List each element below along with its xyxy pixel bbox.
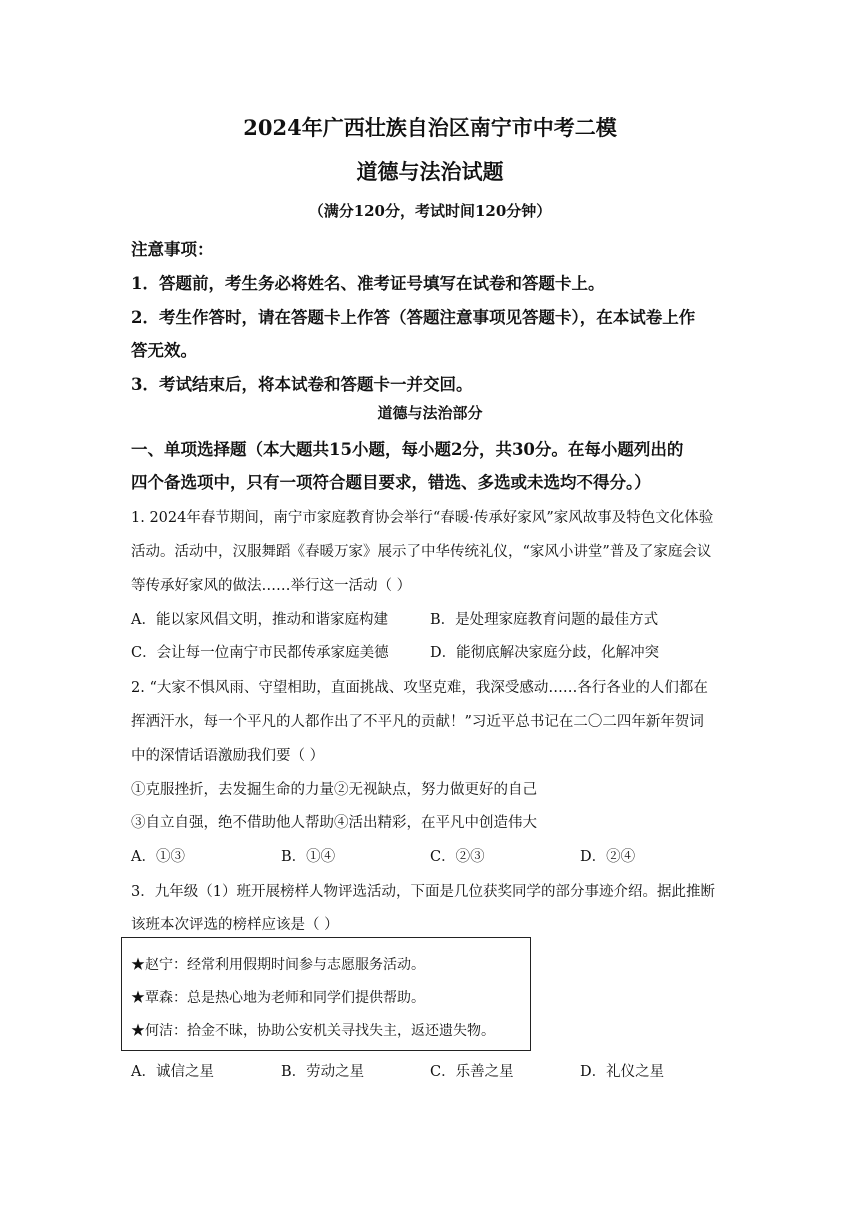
q3-option-a: A．诚信之星 (131, 1064, 214, 1080)
q1-option-b: B．是处理家庭教育问题的最佳方式 (430, 612, 659, 628)
notice-item-2-line2: 答无效。 (131, 341, 197, 360)
score-note: （满分120分，考试时间120分钟） (308, 202, 552, 220)
exam-title: 2024年广西壮族自治区南宁市中考二模 (243, 115, 617, 140)
q3-box-line2: ★覃森：总是热心地为老师和同学们提供帮助。 (131, 990, 425, 1006)
q2-statement-1: ①克服挫折，去发掘生命的力量②无视缺点，努力做更好的自己 (131, 782, 537, 798)
q2-stem-line2: 挥洒汗水，每一个平凡的人都作出了不平凡的贡献！”习近平总书记在二〇二四年新年贺词 (131, 714, 704, 730)
q2-option-b: B．①④ (281, 849, 336, 865)
q1-stem-line3: 等传承好家风的做法……举行这一活动（ ） (131, 578, 412, 594)
part1-heading-line2: 四个备选项中，只有一项符合题目要求，错选、多选或未选均不得分。） (131, 473, 651, 492)
q1-option-c: C．会让每一位南宁市民都传承家庭美德 (131, 645, 389, 661)
notice-heading: 注意事项： (131, 240, 214, 259)
q3-option-d: D．礼仪之星 (580, 1064, 665, 1080)
notice-item-3: 3．考试结束后，将本试卷和答题卡一并交回。 (131, 375, 473, 394)
q1-option-a: A．能以家风倡文明，推动和谐家庭构建 (131, 612, 388, 628)
notice-item-1: 1．答题前，考生务必将姓名、准考证号填写在试卷和答题卡上。 (131, 274, 605, 293)
q2-stem-line3: 中的深情话语激励我们要（ ） (131, 748, 325, 764)
q2-option-d: D．②④ (580, 849, 636, 865)
q3-option-c: C．乐善之星 (430, 1064, 514, 1080)
q3-option-b: B．劳动之星 (281, 1064, 365, 1080)
q3-box-line3: ★何洁：拾金不昧，协助公安机关寻找失主，返还遗失物。 (131, 1023, 495, 1039)
notice-item-2-line1: 2．考生作答时，请在答题卡上作答（答题注意事项见答题卡），在本试卷上作 (131, 308, 696, 327)
exam-subtitle: 道德与法治试题 (356, 159, 504, 184)
q2-statement-2: ③自立自强，绝不借助他人帮助④活出精彩，在平凡中创造伟大 (131, 815, 537, 831)
q2-option-c: C．②③ (430, 849, 485, 865)
q1-stem-line1: 1. 2024年春节期间，南宁市家庭教育协会举行“春暖·传承好家风”家风故事及特色文化体验 (131, 510, 714, 526)
q1-option-d: D．能彻底解决家庭分歧，化解冲突 (430, 645, 660, 661)
q2-option-a: A．①③ (131, 849, 185, 865)
q1-stem-line2: 活动。活动中，汉服舞蹈《春暖万家》展示了中华传统礼仪，“家风小讲堂”普及了家庭会议 (131, 544, 712, 560)
q2-stem-line1: 2. “大家不惧风雨、守望相助，直面挑战、攻坚克难，我深受感动……各行各业的人们都在 (131, 680, 708, 696)
q3-box-line1: ★赵宁：经常利用假期时间参与志愿服务活动。 (131, 957, 425, 973)
q3-stem-line2: 该班本次评选的榜样应该是（ ） (131, 917, 339, 933)
q3-info-box (121, 937, 531, 1051)
q3-stem-line1: 3．九年级（1）班开展榜样人物评选活动，下面是几位获奖同学的部分事迹介绍。据此推断 (131, 884, 715, 900)
part1-heading-line1: 一、单项选择题（本大题共15小题，每小题2分，共30分。在每小题列出的 (131, 440, 684, 459)
section-title: 道德与法治部分 (377, 404, 483, 422)
